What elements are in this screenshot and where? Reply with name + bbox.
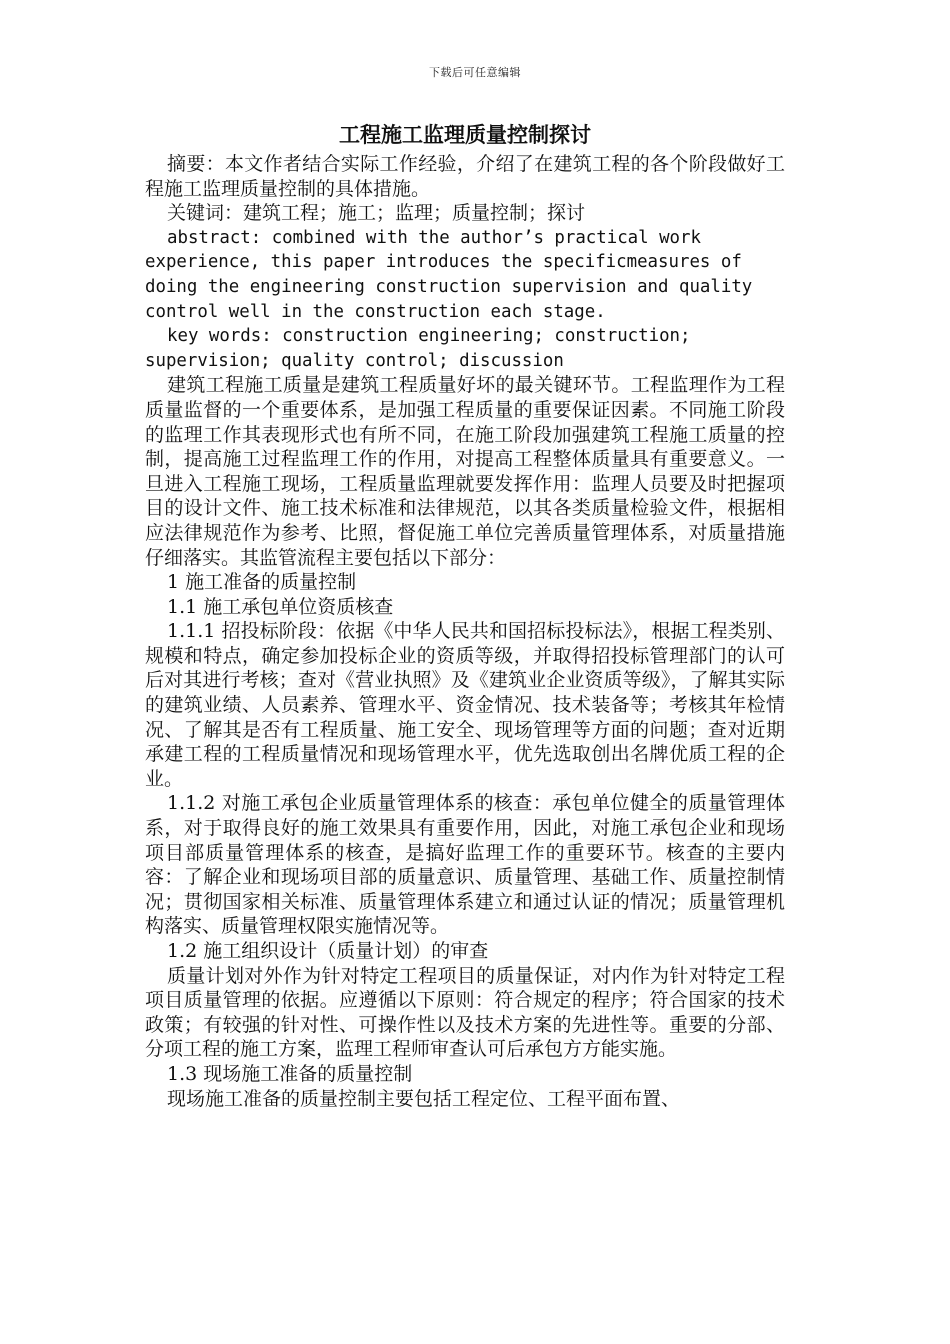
- section-heading-1-1: 1.1 施工承包单位资质核查: [167, 595, 394, 618]
- document-body: [145, 118, 785, 1111]
- section-heading-1: 1 施工准备的质量控制: [167, 571, 357, 594]
- paragraph-1-1-2: 1.1.2 对施工承包企业质量管理体系的核查：承包单位健全的质量管理体系，对于取得良好的施工效果具有重要作用，因此，对施工承包企业和现场项目部质量管理体系的核查，是搞好监理工作的重要环节。核查的主要内容：了解企业和现场项目部的质量意识、质量管理、基础工作、质量控制情况；贯彻国家相关标准、质量管理体系建立和通过认证的情况；质量管理机构落实、质量管理权限实施情况等。: [145, 792, 785, 938]
- page-header-note: 下载后可任意编辑: [429, 66, 521, 79]
- abstract-cn: 摘要：本文作者结合实际工作经验，介绍了在建筑工程的各个阶段做好工程施工监理质量控制的具体措施。: [145, 153, 785, 200]
- paragraph-1-3: 现场施工准备的质量控制主要包括工程定位、工程平面布置、: [167, 1087, 681, 1110]
- keywords-cn: 关键词：建筑工程；施工；监理；质量控制；探讨: [167, 202, 586, 225]
- abstract-en: abstract: combined with the author’s practical work experience, this paper introduces the specificmeasures of doing the engineering construction supervision and quality control well in the construction each stage.: [145, 227, 753, 322]
- keywords-en: key words: construction engineering; construction; supervision; quality control; discussion: [145, 326, 691, 371]
- paragraph-1-1-1: 1.1.1 招投标阶段：依据《中华人民共和国招标投标法》，根据工程类别、规模和特点，确定参加投标企业的资质等级，并取得招投标管理部门的认可后对其进行考核；查对《营业执照》及《建筑业企业资质等级》，了解其实际的建筑业绩、人员素养、管理水平、资金情况、技术装备等；考核其年检情况、了解其是否有工程质量、施工安全、现场管理等方面的问题；查对近期承建工程的工程质量情况和现场管理水平，优先选取创出名牌优质工程的企业。: [145, 620, 785, 790]
- document-title: 工程施工监理质量控制探讨: [339, 122, 591, 147]
- paragraph-1-2: 质量计划对外作为针对特定工程项目的质量保证，对内作为针对特定工程项目质量管理的依据。应遵循以下原则：符合规定的程序；符合国家的技术政策；有较强的针对性、可操作性以及技术方案的先进性等。重要的分部、分项工程的施工方案，监理工程师审查认可后承包方方能实施。: [145, 964, 785, 1061]
- section-heading-1-3: 1.3 现场施工准备的质量控制: [167, 1062, 413, 1085]
- section-heading-1-2: 1.2 施工组织设计（质量计划）的审查: [167, 940, 489, 962]
- intro-paragraph: 建筑工程施工质量是建筑工程质量好坏的最关键环节。工程监理作为工程质量监督的一个重要体系，是加强工程质量的重要保证因素。不同施工阶段的监理工作其表现形式也有所不同，在施工阶段加强建筑工程施工质量的控制，提高施工过程监理工作的作用，对提高工程整体质量具有重要意义。一旦进入工程施工现场，工程质量监理就要发挥作用：监理人员要及时把握项目的设计文件、施工技术标准和法律规范，以其各类质量检验文件，根据相应法律规范作为参考、比照，督促施工单位完善质量管理体系，对质量措施仔细落实。其监管流程主要包括以下部分：: [145, 374, 785, 569]
